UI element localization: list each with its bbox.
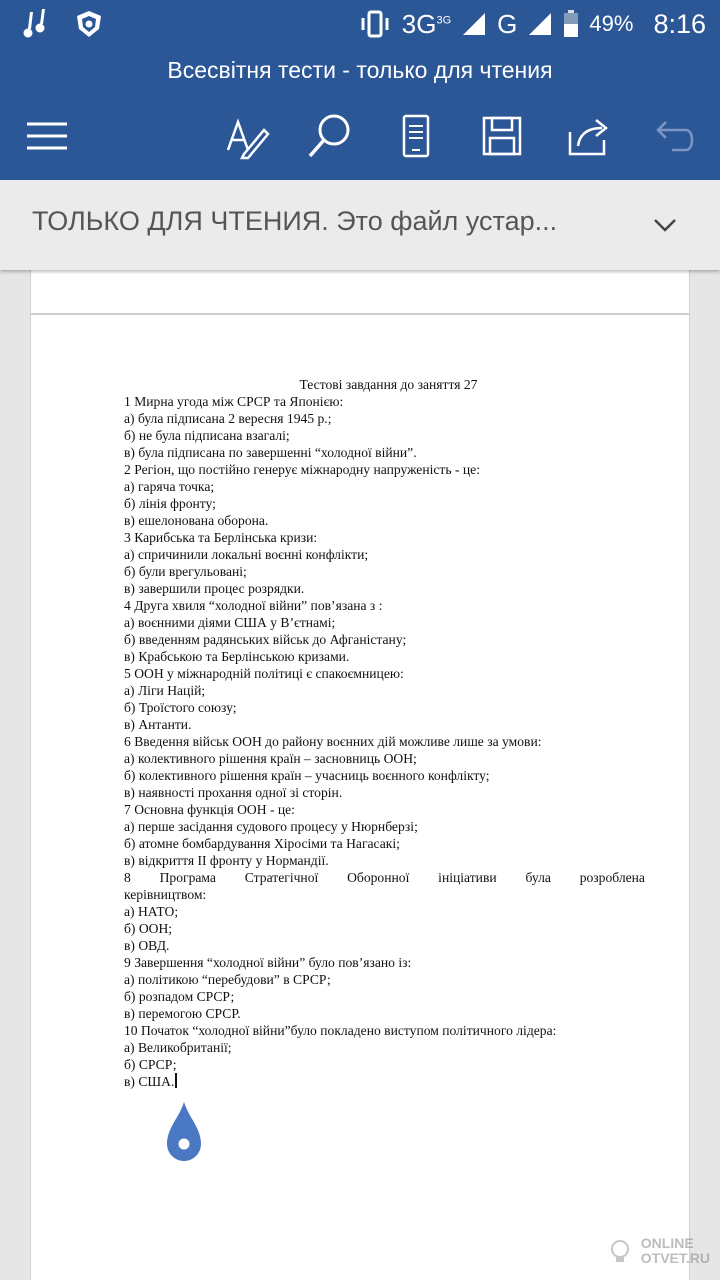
notification-icon xyxy=(20,8,52,40)
document-line: 4 Друга хвиля “холодної війни” пов’язана з : xyxy=(124,598,383,613)
document-text[interactable] xyxy=(124,376,645,1090)
document-line: а) гаряча точка; xyxy=(124,479,215,494)
document-line: 2 Регіон, що постійно генерує міжнародну напруженість - це: xyxy=(124,462,480,477)
document-line: в) Крабською та Берлінською кризами. xyxy=(124,649,350,664)
previous-page xyxy=(30,270,690,314)
banner-text: ТОЛЬКО ДЛЯ ЧТЕНИЯ. Это файл устар... xyxy=(32,206,558,236)
document-line: в) завершили процес розрядки. xyxy=(124,581,305,596)
signal-icon xyxy=(461,11,487,37)
chevron-down-icon[interactable] xyxy=(652,212,678,238)
document-heading: Тестові завдання до заняття 27 xyxy=(299,377,478,392)
document-line: б) колективного рішення країн – учасниць воєнного конфлікту; xyxy=(124,768,490,783)
share-icon[interactable] xyxy=(562,110,614,162)
document-line: керівництвом: xyxy=(124,887,207,902)
document-word: Оборонної xyxy=(347,870,410,885)
document-line: а) спричинили локальні воєнні конфлікти; xyxy=(124,547,369,562)
text-cursor xyxy=(175,1073,177,1088)
document-line: 9 Завершення “холодної війни” було пов’язано із: xyxy=(124,955,412,970)
document-line: 10 Початок “холодної війни”було покладено виступом політичного лідера: xyxy=(124,1023,557,1038)
question-8-line xyxy=(124,869,645,886)
document-word: Стратегічної xyxy=(244,870,319,885)
question-lines xyxy=(124,393,645,869)
document-line: б) лінія фронту; xyxy=(124,496,216,511)
document-line: 1 Мирна угода між СРСР та Японією: xyxy=(124,394,344,409)
battery-icon xyxy=(563,10,579,38)
document-line: в) наявності прохання одної зі сторін. xyxy=(124,785,343,800)
document-line: а) Великобританії; xyxy=(124,1040,232,1055)
document-word: Програма xyxy=(159,870,216,885)
document-line: б) атомне бомбардування Хіросіми та Нагасакі; xyxy=(124,836,400,851)
document-title: Всесвітня тести - только для чтения xyxy=(0,48,720,92)
document-line: в) була підписана по завершенні “холодної війни”. xyxy=(124,445,417,460)
cursor-handle-icon[interactable] xyxy=(163,1100,205,1166)
document-word: ініціативи xyxy=(438,870,497,885)
document-line: а) воєнними діями США у В’єтнамі; xyxy=(124,615,336,630)
document-line: а) Ліги Націй; xyxy=(124,683,206,698)
document-line: а) НАТО; xyxy=(124,904,179,919)
document-line: в) ешелонована оборона. xyxy=(124,513,269,528)
network-3g-label: $3G^{3G}$ xyxy=(401,8,452,39)
document-line: а) колективного рішення країн – засновниць ООН; xyxy=(124,751,417,766)
document-line: 3 Карибська та Берлінська кризи: xyxy=(124,530,318,545)
document-line: а) політикою “перебудови” в СРСР; xyxy=(124,972,331,987)
search-icon[interactable] xyxy=(304,110,356,162)
document-line: в) перемогою СРСР. xyxy=(124,1006,241,1021)
document-line: 5 ООН у міжнародній політиці є спакоємницею: xyxy=(124,666,404,681)
shield-app-icon xyxy=(74,9,104,39)
document-line: в) Антанти. xyxy=(124,717,192,732)
signal-icon xyxy=(527,11,553,37)
document-line: в) ОВД. xyxy=(124,938,170,953)
watermark xyxy=(641,1236,710,1266)
document-line: б) Троїстого союзу; xyxy=(124,700,237,715)
document-area[interactable] xyxy=(0,270,720,1280)
document-word: була xyxy=(525,870,551,885)
document-line: б) не була підписана взагалі; xyxy=(124,428,290,443)
document-line: а) перше засідання судового процесу у Нюрнберзі; xyxy=(124,819,418,834)
question-lines-after xyxy=(124,886,645,1073)
menu-icon[interactable] xyxy=(22,110,74,162)
document-line: б) були врегульовані; xyxy=(124,564,247,579)
toolbar xyxy=(0,92,720,180)
network-g-label: G xyxy=(497,8,518,39)
mobile-view-icon[interactable] xyxy=(390,110,442,162)
document-page[interactable] xyxy=(30,314,690,1280)
battery-percent: 49% xyxy=(589,11,634,36)
clock: 8:16 xyxy=(653,8,706,39)
document-line: б) СРСР; xyxy=(124,1057,177,1072)
status-bar xyxy=(0,0,720,48)
read-only-banner[interactable] xyxy=(0,180,720,270)
watermark-line-2: OTVET.RU xyxy=(640,1250,710,1266)
document-line: 6 Введення військ ООН до району воєнних дій можливе лише за умови: xyxy=(124,734,542,749)
last-line: в) США. xyxy=(124,1073,645,1090)
document-line: 7 Основна функція ООН - це: xyxy=(124,802,295,817)
document-line: б) введенням радянських військ до Афганістану; xyxy=(124,632,407,647)
document-line: б) розпадом СРСР; xyxy=(124,989,235,1004)
document-line: а) була підписана 2 вересня 1945 р.; xyxy=(124,411,332,426)
document-line: б) ООН; xyxy=(124,921,173,936)
edit-icon[interactable] xyxy=(220,110,272,162)
document-word: розроблена xyxy=(579,870,645,885)
save-icon[interactable] xyxy=(476,110,528,162)
undo-icon[interactable] xyxy=(648,110,700,162)
lightbulb-icon xyxy=(607,1238,633,1264)
document-line: в) відкриття ІІ фронту у Нормандії. xyxy=(124,853,329,868)
watermark-line-1: ONLINE xyxy=(640,1235,694,1251)
document-word: 8 xyxy=(124,870,131,885)
vibrate-icon xyxy=(358,9,392,39)
